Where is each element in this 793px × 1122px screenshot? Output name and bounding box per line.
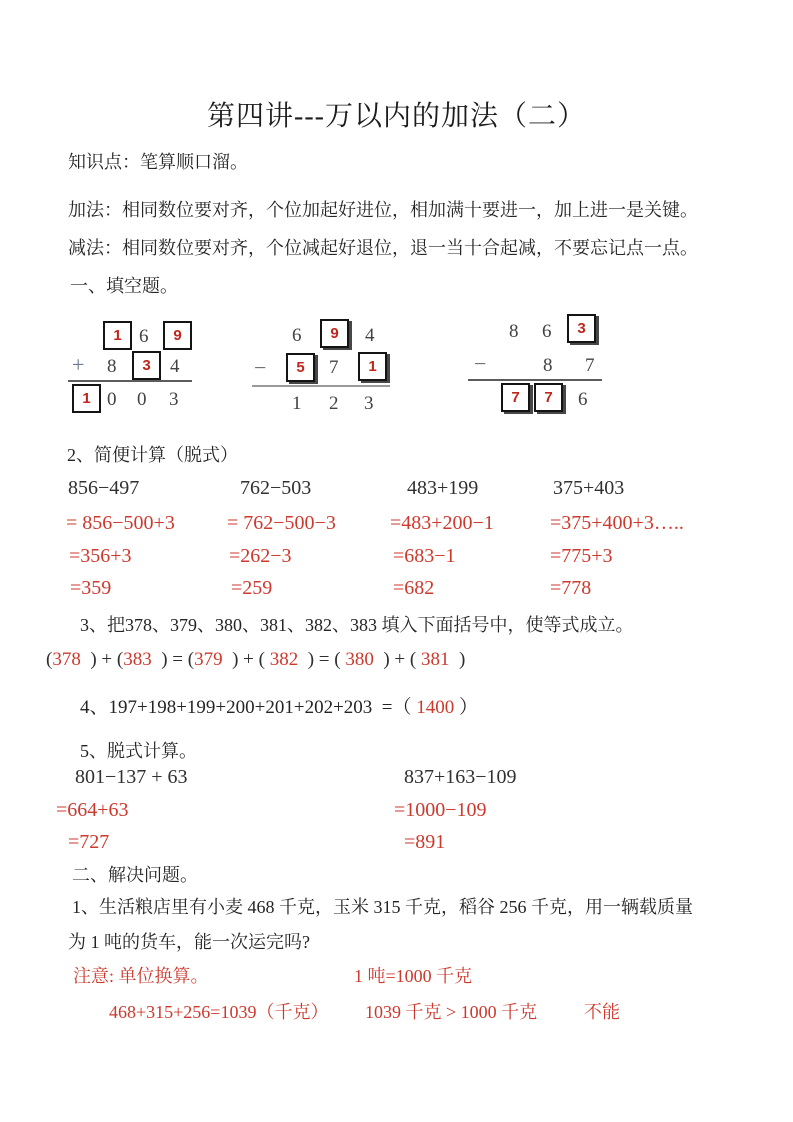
answer-digit: 1 (113, 327, 122, 344)
work-step: =483+200−1 (390, 512, 494, 534)
given-digit: 8 (509, 321, 519, 342)
bracket-text: ) = ( (151, 649, 195, 670)
given-digit: 6 (139, 326, 149, 347)
work-step: =664+63 (56, 799, 129, 821)
answer-box (163, 321, 192, 350)
answer-number: 378 (52, 649, 81, 670)
given-digit: 4 (365, 325, 375, 346)
plus-operator: + (72, 352, 85, 377)
bracket-text: ) + ( (80, 649, 124, 670)
answer-box (534, 383, 563, 412)
given-digit: 7 (585, 355, 595, 376)
calculation-answer: 468+315+256=1039（千克） (109, 1002, 329, 1022)
work-step: =1000−109 (394, 799, 487, 821)
expression: 762−503 (240, 477, 312, 499)
bracket-text: ) = ( (298, 649, 346, 670)
work-step: =262−3 (229, 545, 292, 567)
answer-digit: 1 (368, 358, 377, 375)
answer-number: 382 (269, 649, 299, 670)
expression: 837+163−109 (404, 766, 517, 788)
expression: 856−497 (68, 477, 140, 499)
answer-digit: 5 (296, 359, 305, 376)
minus-operator: − (474, 351, 487, 376)
given-digit: 8 (543, 355, 553, 376)
bracket-text: ） (454, 697, 479, 718)
question4-line (80, 692, 478, 719)
answer-digit: 9 (330, 325, 339, 342)
work-step: =775+3 (550, 545, 613, 567)
intro-subtraction-rule: 减法：相同数位要对齐，个位减起好退位，退一当十合起减，不要忘记点一点。 (68, 238, 698, 258)
minus-operator: − (254, 355, 267, 380)
sum-line (252, 385, 390, 387)
vertical-problem-1 (68, 316, 198, 421)
answer-digit: 3 (577, 320, 586, 337)
work-result: =359 (70, 577, 112, 599)
given-digit: 7 (329, 357, 339, 378)
work-step: = 762−500−3 (227, 512, 336, 534)
work-step: =356+3 (69, 545, 132, 567)
work-result: =891 (404, 831, 446, 853)
expression: 801−137 + 63 (75, 766, 188, 788)
bracket-text: ) + ( (222, 649, 270, 670)
answer-number: 383 (123, 649, 152, 670)
answer-box (103, 321, 132, 350)
bracket-text: ( (46, 649, 53, 670)
conversion-text: 1 吨=1000 千克 (354, 966, 473, 986)
comparison-answer: 1039 千克 > 1000 千克 (365, 1002, 538, 1022)
word-problem-line1: 1、生活粮店里有小麦 468 千克，玉米 315 千克，稻谷 256 千克，用一辆载质量 (72, 897, 693, 917)
given-digit: 3 (169, 389, 179, 410)
work-result: =259 (231, 577, 273, 599)
given-digit: 0 (137, 389, 147, 410)
question5-heading: 5、脱式计算。 (80, 741, 197, 761)
given-digit: 2 (329, 393, 339, 414)
given-digit: 0 (107, 389, 117, 410)
word-problem-line2: 为 1 吨的货车，能一次运完吗? (68, 932, 310, 952)
section-fill-heading: 一、填空题。 (70, 276, 178, 296)
answer-box (567, 314, 596, 343)
given-digit: 4 (170, 356, 180, 377)
given-digit: 6 (542, 321, 552, 342)
expression: 483+199 (407, 477, 479, 499)
sum-line (468, 379, 602, 381)
expression: 375+403 (553, 477, 625, 499)
answer-box (358, 352, 387, 381)
conclusion-answer: 不能 (584, 1002, 620, 1022)
sum-line (68, 380, 192, 382)
answer-number: 381 (420, 649, 450, 670)
page-title: 第四讲---万以内的加法（二） (207, 101, 586, 132)
answer-box (132, 351, 161, 380)
given-digit: 1 (292, 393, 302, 414)
question4-expression: 4、197+198+199+200+201+202+203 =（ (80, 697, 417, 718)
answer-digit: 9 (173, 327, 182, 344)
answer-number: 379 (194, 649, 223, 670)
intro-knowledge: 知识点：笔算顺口溜。 (68, 152, 248, 172)
answer-box (72, 384, 101, 413)
given-digit: 8 (107, 356, 117, 377)
given-digit: 6 (292, 325, 302, 346)
given-digit: 6 (578, 389, 588, 410)
bracket-text: ) + ( (373, 649, 421, 670)
work-step: =375+400+3….. (550, 512, 684, 534)
answer-digit: 3 (142, 357, 151, 374)
answer-box (286, 353, 315, 382)
work-step: =683−1 (393, 545, 456, 567)
given-digit: 3 (364, 393, 374, 414)
equation-line (46, 649, 465, 671)
answer-digit: 1 (82, 390, 91, 407)
vertical-problem-2 (252, 315, 394, 420)
work-result: =727 (68, 831, 110, 853)
answer-box (320, 319, 349, 348)
answer-digit: 7 (544, 389, 553, 406)
bracket-text: ) (449, 649, 466, 670)
answer-number: 1400 (416, 697, 455, 718)
question3-heading: 3、把378、379、380、381、382、383 填入下面括号中，使等式成立。 (80, 615, 634, 635)
answer-box (501, 383, 530, 412)
work-step: = 856−500+3 (66, 512, 175, 534)
section-word-heading: 二、解决问题。 (72, 865, 198, 885)
section-simplify-heading: 2、简便计算（脱式） (67, 445, 238, 465)
intro-addition-rule: 加法：相同数位要对齐，个位加起好进位，相加满十要进一，加上进一是关键。 (68, 200, 698, 220)
vertical-problem-3 (468, 310, 610, 420)
work-result: =778 (550, 577, 592, 599)
answer-digit: 7 (511, 389, 520, 406)
work-result: =682 (393, 577, 435, 599)
note-text: 注意: 单位换算。 (73, 966, 209, 986)
answer-number: 380 (345, 649, 374, 670)
